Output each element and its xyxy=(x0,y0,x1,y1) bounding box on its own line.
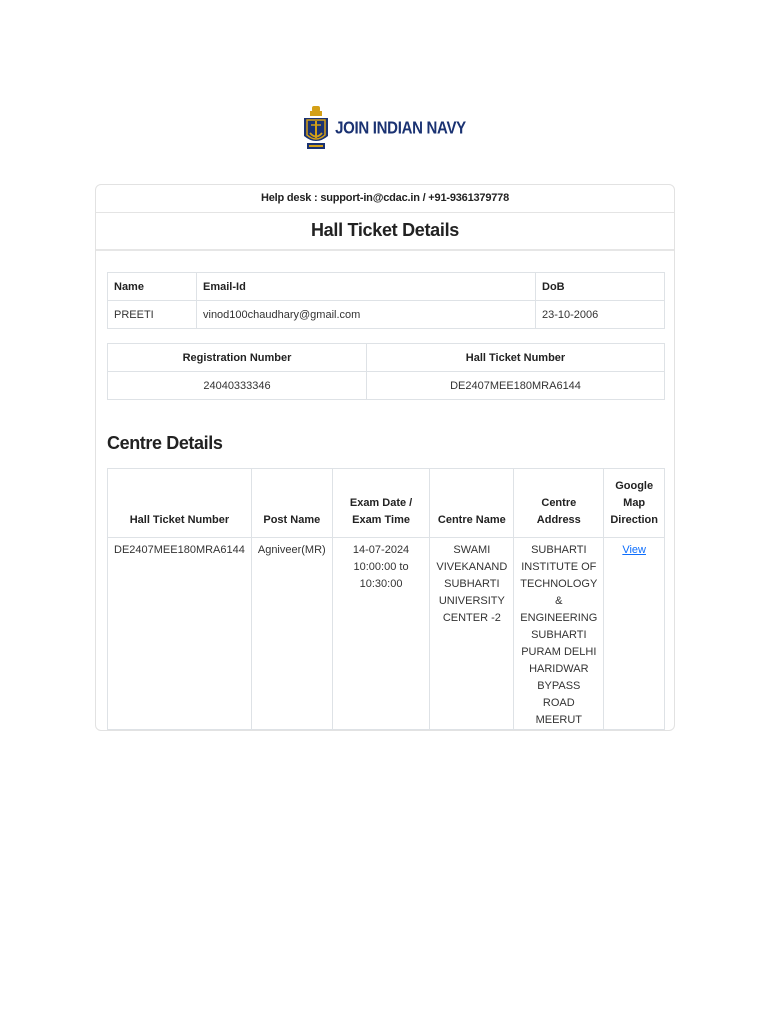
centre-name-value: SWAMI VIVEKANAND SUBHARTI UNIVERSITY CENTER -2 xyxy=(430,538,514,730)
exam-date-cell xyxy=(332,538,430,730)
centre-hall-ticket-header: Hall Ticket Number xyxy=(108,469,252,538)
map-direction-cell xyxy=(604,538,665,730)
post-name-value: Agniveer(MR) xyxy=(251,538,332,730)
registration-number-value: 24040333346 xyxy=(108,372,367,400)
dob-value: 23-10-2006 xyxy=(536,301,665,329)
email-header: Email-Id xyxy=(197,273,536,301)
centre-hall-ticket-value: DE2407MEE180MRA6144 xyxy=(108,538,252,730)
exam-date-value: 14-07-2024 xyxy=(352,544,410,556)
centre-details-title: Centre Details xyxy=(107,433,223,453)
navy-crest-icon xyxy=(302,106,330,150)
name-value: PREETI xyxy=(108,301,197,329)
name-header: Name xyxy=(108,273,197,301)
hall-ticket-number-value: DE2407MEE180MRA6144 xyxy=(367,372,665,400)
registration-table xyxy=(107,343,665,400)
table-row xyxy=(108,538,665,730)
helpdesk-info: Help desk : support-in@cdac.in / +91-9361379778 xyxy=(96,185,674,213)
logo-text: JOIN INDIAN NAVY xyxy=(335,118,466,138)
header xyxy=(0,106,768,150)
exam-time-value: 10:00:00 to 10:30:00 xyxy=(353,561,409,590)
hall-ticket-number-header: Hall Ticket Number xyxy=(367,344,665,372)
hall-ticket-card xyxy=(95,184,675,731)
exam-date-header: Exam Date / Exam Time xyxy=(332,469,430,538)
centre-table xyxy=(107,468,665,730)
card-title: Hall Ticket Details xyxy=(96,213,674,251)
post-name-header: Post Name xyxy=(251,469,332,538)
map-direction-header: Google Map Direction xyxy=(604,469,665,538)
centre-address-value: SUBHARTI INSTITUTE OF TECHNOLOGY & ENGINEERING SUBHARTI PURAM DELHI HARIDWAR BYPASS ROAD MEERUT xyxy=(514,538,604,730)
join-indian-navy-logo[interactable] xyxy=(302,106,466,150)
centre-address-header: Centre Address xyxy=(514,469,604,538)
candidate-table xyxy=(107,272,665,329)
dob-header: DoB xyxy=(536,273,665,301)
registration-number-header: Registration Number xyxy=(108,344,367,372)
map-view-link[interactable]: View xyxy=(622,544,646,556)
centre-name-header: Centre Name xyxy=(430,469,514,538)
email-value: vinod100chaudhary@gmail.com xyxy=(197,301,536,329)
